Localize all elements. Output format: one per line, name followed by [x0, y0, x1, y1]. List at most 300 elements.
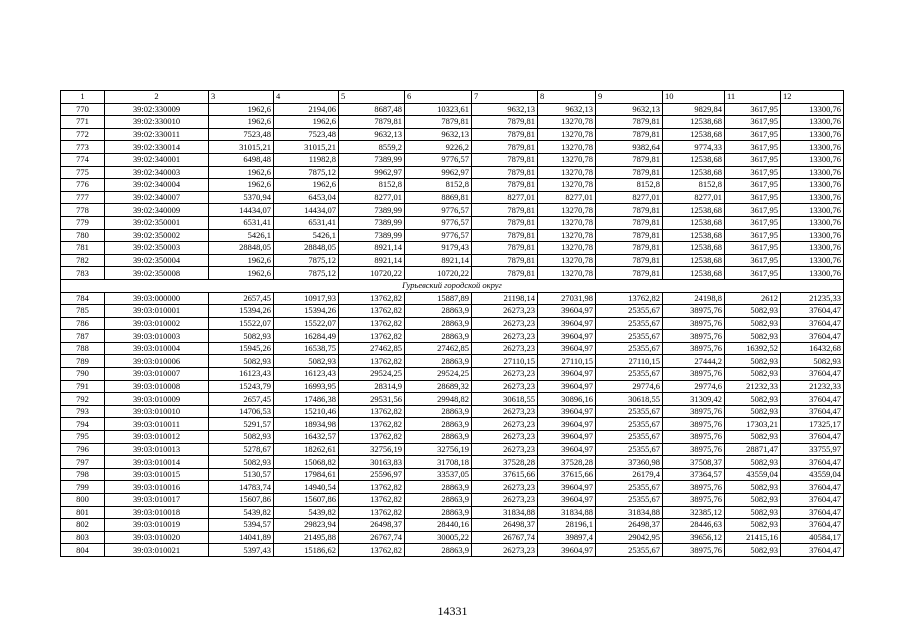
table-cell: 771: [61, 116, 105, 129]
table-cell: 37360,98: [596, 456, 663, 469]
table-cell: 13762,82: [339, 405, 405, 418]
table-cell: 39:03:010007: [105, 368, 209, 381]
table-cell: 13762,82: [339, 431, 405, 444]
table-cell: 10720,22: [339, 267, 405, 280]
table-cell: 25355,67: [596, 305, 663, 318]
table-cell: 37604,47: [781, 368, 844, 381]
table-cell: 12538,68: [663, 116, 725, 129]
table-row: [61, 342, 844, 355]
table-cell: 31015,21: [274, 141, 339, 154]
table-cell: 13270,78: [538, 141, 596, 154]
table-cell: 14940,54: [274, 481, 339, 494]
table-cell: 38975,76: [663, 368, 725, 381]
table-cell: 9776,57: [405, 153, 472, 166]
table-cell: 30163,83: [339, 456, 405, 469]
table-row: [61, 103, 844, 116]
table-cell: 9776,57: [405, 216, 472, 229]
table-cell: 13270,78: [538, 216, 596, 229]
table-row: [61, 242, 844, 255]
table-cell: 37508,37: [663, 456, 725, 469]
table-cell: 8152,8: [339, 179, 405, 192]
table-cell: 778: [61, 204, 105, 217]
table-cell: 5082,93: [274, 355, 339, 368]
table-cell: 39:03:000000: [105, 292, 209, 305]
table-cell: 5082,93: [725, 305, 781, 318]
table-cell: 783: [61, 267, 105, 280]
table-cell: 31834,88: [472, 506, 538, 519]
table-cell: 28863,9: [405, 494, 472, 507]
table-cell: 802: [61, 519, 105, 532]
table-cell: 5291,57: [209, 418, 274, 431]
table-cell: 39:03:010004: [105, 342, 209, 355]
table-cell: 37364,57: [663, 468, 725, 481]
table-cell: 12538,68: [663, 166, 725, 179]
table-row: [61, 305, 844, 318]
table-cell: 8277,01: [663, 191, 725, 204]
table-cell: 3617,95: [725, 128, 781, 141]
table-cell: 9179,43: [405, 242, 472, 255]
table-cell: 27462,85: [405, 342, 472, 355]
table-cell: 3617,95: [725, 179, 781, 192]
table-cell: 30896,16: [538, 393, 596, 406]
table-cell: 14706,53: [209, 405, 274, 418]
table-cell: 37604,47: [781, 405, 844, 418]
table-cell: 33755,97: [781, 443, 844, 456]
table-cell: 32385,12: [663, 506, 725, 519]
table-cell: 7879,81: [596, 242, 663, 255]
table-cell: 13300,76: [781, 179, 844, 192]
table-cell: 39604,97: [538, 481, 596, 494]
table-cell: 26273,23: [472, 317, 538, 330]
table-cell: 2657,45: [209, 292, 274, 305]
table-cell: 804: [61, 544, 105, 557]
table-cell: 7879,81: [596, 229, 663, 242]
table-cell: 39:02:340009: [105, 204, 209, 217]
table-cell: 25355,67: [596, 368, 663, 381]
table-cell: 7879,81: [596, 116, 663, 129]
table-cell: 28863,9: [405, 330, 472, 343]
table-cell: 18934,98: [274, 418, 339, 431]
table-cell: 31834,88: [596, 506, 663, 519]
table-row: [61, 128, 844, 141]
table-cell: 7879,81: [472, 216, 538, 229]
table-cell: 6498,48: [209, 153, 274, 166]
table-cell: 782: [61, 254, 105, 267]
table-cell: 7879,81: [596, 204, 663, 217]
table-cell: 13300,76: [781, 267, 844, 280]
table-cell: 39604,97: [538, 418, 596, 431]
table-cell: 28863,9: [405, 405, 472, 418]
table-cell: 25355,67: [596, 330, 663, 343]
table-cell: 3617,95: [725, 254, 781, 267]
table-cell: 37615,66: [538, 468, 596, 481]
table-cell: 39:03:010018: [105, 506, 209, 519]
table-cell: 13762,82: [339, 305, 405, 318]
table-cell: 5082,93: [209, 330, 274, 343]
table-cell: 7879,81: [472, 116, 538, 129]
table-row: [61, 405, 844, 418]
table-cell: 15945,26: [209, 342, 274, 355]
table-cell: 26273,23: [472, 305, 538, 318]
table-cell: 39897,4: [538, 531, 596, 544]
table-cell: 39:03:010001: [105, 305, 209, 318]
table-cell: 30618,55: [472, 393, 538, 406]
table-cell: 21235,33: [781, 292, 844, 305]
table-cell: 7879,81: [339, 116, 405, 129]
table-cell: 789: [61, 355, 105, 368]
table-cell: 7879,81: [472, 242, 538, 255]
table-row: [61, 166, 844, 179]
table-cell: 37604,47: [781, 393, 844, 406]
table-cell: 17303,21: [725, 418, 781, 431]
table-cell: 28440,16: [405, 519, 472, 532]
table-cell: 29042,95: [596, 531, 663, 544]
table-cell: 15522,07: [209, 317, 274, 330]
table-cell: 1962,6: [209, 267, 274, 280]
table-cell: 28863,9: [405, 305, 472, 318]
table-cell: 13762,82: [339, 292, 405, 305]
table-cell: 21415,16: [725, 531, 781, 544]
table-cell: 11982,8: [274, 153, 339, 166]
table-cell: 775: [61, 166, 105, 179]
table-cell: 39:02:340003: [105, 166, 209, 179]
table-cell: 16123,43: [209, 368, 274, 381]
table-cell: 5082,93: [725, 393, 781, 406]
table-cell: 28863,9: [405, 355, 472, 368]
table-cell: 38975,76: [663, 418, 725, 431]
table-cell: 5426,1: [274, 229, 339, 242]
table-cell: 43559,04: [725, 468, 781, 481]
table-cell: 28863,9: [405, 431, 472, 444]
table-cell: 794: [61, 418, 105, 431]
table-cell: 792: [61, 393, 105, 406]
section-row: [61, 279, 844, 292]
table-cell: 21232,33: [781, 380, 844, 393]
table-cell: 39604,97: [538, 330, 596, 343]
table-cell: 16432,57: [274, 431, 339, 444]
table-cell: 13270,78: [538, 128, 596, 141]
table-cell: 26179,4: [596, 468, 663, 481]
section-title: Гурьевский городской округ: [61, 279, 844, 292]
table-cell: 7389,99: [339, 204, 405, 217]
table-cell: 8559,2: [339, 141, 405, 154]
table-cell: 30618,55: [596, 393, 663, 406]
table-cell: 43559,04: [781, 468, 844, 481]
table-cell: 37604,47: [781, 519, 844, 532]
table-cell: 26498,37: [472, 519, 538, 532]
table-cell: 6453,04: [274, 191, 339, 204]
column-header: 9: [596, 91, 663, 104]
table-cell: 13270,78: [538, 204, 596, 217]
table-row: [61, 443, 844, 456]
table-cell: 26273,23: [472, 544, 538, 557]
table-cell: 28196,1: [538, 519, 596, 532]
table-cell: 21232,33: [725, 380, 781, 393]
table-cell: 13270,78: [538, 254, 596, 267]
table-cell: 3617,95: [725, 153, 781, 166]
table-cell: 5278,67: [209, 443, 274, 456]
table-cell: 26273,23: [472, 330, 538, 343]
table-row: [61, 544, 844, 557]
table-cell: 788: [61, 342, 105, 355]
table-cell: 33537,05: [405, 468, 472, 481]
table-cell: 13762,82: [339, 544, 405, 557]
table-cell: 5082,93: [781, 355, 844, 368]
table-cell: 13300,76: [781, 216, 844, 229]
column-header: 3: [209, 91, 274, 104]
table-cell: 7879,81: [596, 267, 663, 280]
table-cell: 29524,25: [405, 368, 472, 381]
table-cell: 7879,81: [596, 128, 663, 141]
table-cell: 6531,41: [274, 216, 339, 229]
table-cell: 28446,63: [663, 519, 725, 532]
table-cell: 39:03:010020: [105, 531, 209, 544]
table-cell: 39:03:010002: [105, 317, 209, 330]
table-cell: 3617,95: [725, 166, 781, 179]
table-cell: 5426,1: [209, 229, 274, 242]
table-cell: 790: [61, 368, 105, 381]
table-cell: 13300,76: [781, 153, 844, 166]
table-cell: 3617,95: [725, 204, 781, 217]
table-cell: 26273,23: [472, 380, 538, 393]
table-cell: 3617,95: [725, 242, 781, 255]
table-cell: 13300,76: [781, 141, 844, 154]
table-cell: 13300,76: [781, 242, 844, 255]
table-row: [61, 519, 844, 532]
table-row: [61, 191, 844, 204]
table-cell: 9774,33: [663, 141, 725, 154]
table-cell: 10917,93: [274, 292, 339, 305]
table-cell: 39604,97: [538, 368, 596, 381]
table-cell: 25596,97: [339, 468, 405, 481]
table-cell: 25355,67: [596, 431, 663, 444]
cadastral-value-table: [60, 90, 844, 557]
table-cell: 17486,38: [274, 393, 339, 406]
table-row: [61, 531, 844, 544]
table-cell: 31309,42: [663, 393, 725, 406]
table-cell: 9962,97: [339, 166, 405, 179]
table-cell: 38975,76: [663, 330, 725, 343]
table-cell: 796: [61, 443, 105, 456]
table-cell: 27031,98: [538, 292, 596, 305]
page-number: 14331: [437, 604, 468, 618]
table-cell: 30005,22: [405, 531, 472, 544]
table-cell: 12538,68: [663, 229, 725, 242]
table-cell: 39604,97: [538, 317, 596, 330]
table-cell: 9632,13: [538, 103, 596, 116]
table-cell: 26273,23: [472, 418, 538, 431]
table-cell: 1962,6: [274, 116, 339, 129]
table-cell: 1962,6: [209, 179, 274, 192]
table-cell: 5082,93: [725, 519, 781, 532]
table-cell: 39:02:340007: [105, 191, 209, 204]
table-cell: 7879,81: [472, 267, 538, 280]
table-cell: 793: [61, 405, 105, 418]
table-cell: 15394,26: [274, 305, 339, 318]
table-row: [61, 216, 844, 229]
column-header: 5: [339, 91, 405, 104]
table-cell: 9382,64: [596, 141, 663, 154]
table-cell: 3617,95: [725, 267, 781, 280]
table-cell: 770: [61, 103, 105, 116]
table-cell: 7523,48: [274, 128, 339, 141]
table-cell: 18262,61: [274, 443, 339, 456]
table-cell: 3617,95: [725, 216, 781, 229]
table-cell: 26273,23: [472, 368, 538, 381]
table-cell: 784: [61, 292, 105, 305]
table-cell: 37604,47: [781, 544, 844, 557]
table-cell: 5082,93: [725, 431, 781, 444]
table-cell: 13300,76: [781, 204, 844, 217]
table-cell: 13762,82: [339, 418, 405, 431]
table-cell: 39604,97: [538, 431, 596, 444]
table-cell: 15243,79: [209, 380, 274, 393]
table-cell: 38975,76: [663, 342, 725, 355]
table-row: [61, 179, 844, 192]
table-row: [61, 254, 844, 267]
table-cell: 12538,68: [663, 128, 725, 141]
table-cell: 38975,76: [663, 405, 725, 418]
table-row: [61, 355, 844, 368]
table-cell: 5082,93: [725, 355, 781, 368]
table-cell: 13762,82: [339, 330, 405, 343]
table-cell: 9829,84: [663, 103, 725, 116]
table-cell: 797: [61, 456, 105, 469]
table-cell: 39:02:330010: [105, 116, 209, 129]
table-cell: 31708,18: [405, 456, 472, 469]
table-row: [61, 431, 844, 444]
table-cell: 37604,47: [781, 431, 844, 444]
table-cell: 12538,68: [663, 204, 725, 217]
table-cell: 39:03:010011: [105, 418, 209, 431]
table-cell: 39:02:340001: [105, 153, 209, 166]
table-row: [61, 506, 844, 519]
table-cell: 12538,68: [663, 254, 725, 267]
table-cell: 7879,81: [596, 216, 663, 229]
table-cell: 1962,6: [209, 103, 274, 116]
table-cell: 29524,25: [339, 368, 405, 381]
table-cell: 38975,76: [663, 494, 725, 507]
table-cell: 26273,23: [472, 481, 538, 494]
table-cell: 37604,47: [781, 481, 844, 494]
table-cell: 39:02:330009: [105, 103, 209, 116]
table-body: [61, 91, 844, 557]
table-cell: 13300,76: [781, 166, 844, 179]
table-cell: 39604,97: [538, 443, 596, 456]
table-cell: 10720,22: [405, 267, 472, 280]
table-cell: 5130,57: [209, 468, 274, 481]
table-cell: 28863,9: [405, 481, 472, 494]
table-cell: 8152,8: [596, 179, 663, 192]
table-cell: 795: [61, 431, 105, 444]
table-cell: 16392,52: [725, 342, 781, 355]
table-cell: 21198,14: [472, 292, 538, 305]
table-cell: 777: [61, 191, 105, 204]
table-cell: 9632,13: [339, 128, 405, 141]
table-cell: 39:03:010015: [105, 468, 209, 481]
table-cell: 39:03:010008: [105, 380, 209, 393]
table-cell: 39:03:010003: [105, 330, 209, 343]
table-row: [61, 267, 844, 280]
table-cell: 26767,74: [472, 531, 538, 544]
table-cell: 15522,07: [274, 317, 339, 330]
table-cell: 39:03:010013: [105, 443, 209, 456]
table-cell: 8152,8: [663, 179, 725, 192]
table-cell: 26767,74: [339, 531, 405, 544]
table-cell: 28863,9: [405, 418, 472, 431]
table-cell: 39:02:350008: [105, 267, 209, 280]
table-cell: 27110,15: [596, 355, 663, 368]
table-cell: 15607,86: [209, 494, 274, 507]
table-cell: 14783,74: [209, 481, 274, 494]
table-header-row: [61, 91, 844, 104]
table-cell: 12538,68: [663, 216, 725, 229]
table-cell: 7389,99: [339, 216, 405, 229]
table-cell: 39:02:350001: [105, 216, 209, 229]
table-cell: 5082,93: [209, 431, 274, 444]
table-cell: 800: [61, 494, 105, 507]
table-cell: 39:03:010017: [105, 494, 209, 507]
table-cell: 28314,9: [339, 380, 405, 393]
table-cell: 7879,81: [472, 204, 538, 217]
table-cell: 12538,68: [663, 153, 725, 166]
table-cell: 786: [61, 317, 105, 330]
table-cell: 29774,6: [596, 380, 663, 393]
table-cell: 5082,93: [725, 456, 781, 469]
table-cell: 2194,06: [274, 103, 339, 116]
table-cell: 774: [61, 153, 105, 166]
table-cell: 7879,81: [596, 166, 663, 179]
table-cell: 28863,9: [405, 544, 472, 557]
table-cell: 13762,82: [339, 481, 405, 494]
table-cell: 7875,12: [274, 267, 339, 280]
table-row: [61, 368, 844, 381]
table-row: [61, 141, 844, 154]
table-cell: 7879,81: [472, 254, 538, 267]
table-cell: 27444,2: [663, 355, 725, 368]
table-cell: 39604,97: [538, 544, 596, 557]
table-cell: 5397,43: [209, 544, 274, 557]
table-cell: 29531,56: [339, 393, 405, 406]
column-header: 12: [781, 91, 844, 104]
table-cell: 26498,37: [339, 519, 405, 532]
table-cell: 39:02:340004: [105, 179, 209, 192]
table-cell: 7875,12: [274, 254, 339, 267]
table-cell: 12538,68: [663, 242, 725, 255]
table-cell: 25355,67: [596, 481, 663, 494]
table-cell: 7389,99: [339, 229, 405, 242]
table-cell: 772: [61, 128, 105, 141]
table-row: [61, 116, 844, 129]
table-cell: 39604,97: [538, 380, 596, 393]
table-cell: 38975,76: [663, 431, 725, 444]
table-cell: 9632,13: [405, 128, 472, 141]
table-cell: 14434,07: [209, 204, 274, 217]
table-cell: 8277,01: [339, 191, 405, 204]
table-cell: 39604,97: [538, 405, 596, 418]
table-cell: 39:03:010010: [105, 405, 209, 418]
table-cell: 8921,14: [339, 254, 405, 267]
table-cell: 9632,13: [472, 103, 538, 116]
table-cell: 39:03:010016: [105, 481, 209, 494]
column-header: 1: [61, 91, 105, 104]
table-cell: 32756,19: [339, 443, 405, 456]
table-cell: 13762,82: [596, 292, 663, 305]
table-cell: 29823,94: [274, 519, 339, 532]
table-cell: 26498,37: [596, 519, 663, 532]
table-cell: 9776,57: [405, 204, 472, 217]
table-row: [61, 153, 844, 166]
